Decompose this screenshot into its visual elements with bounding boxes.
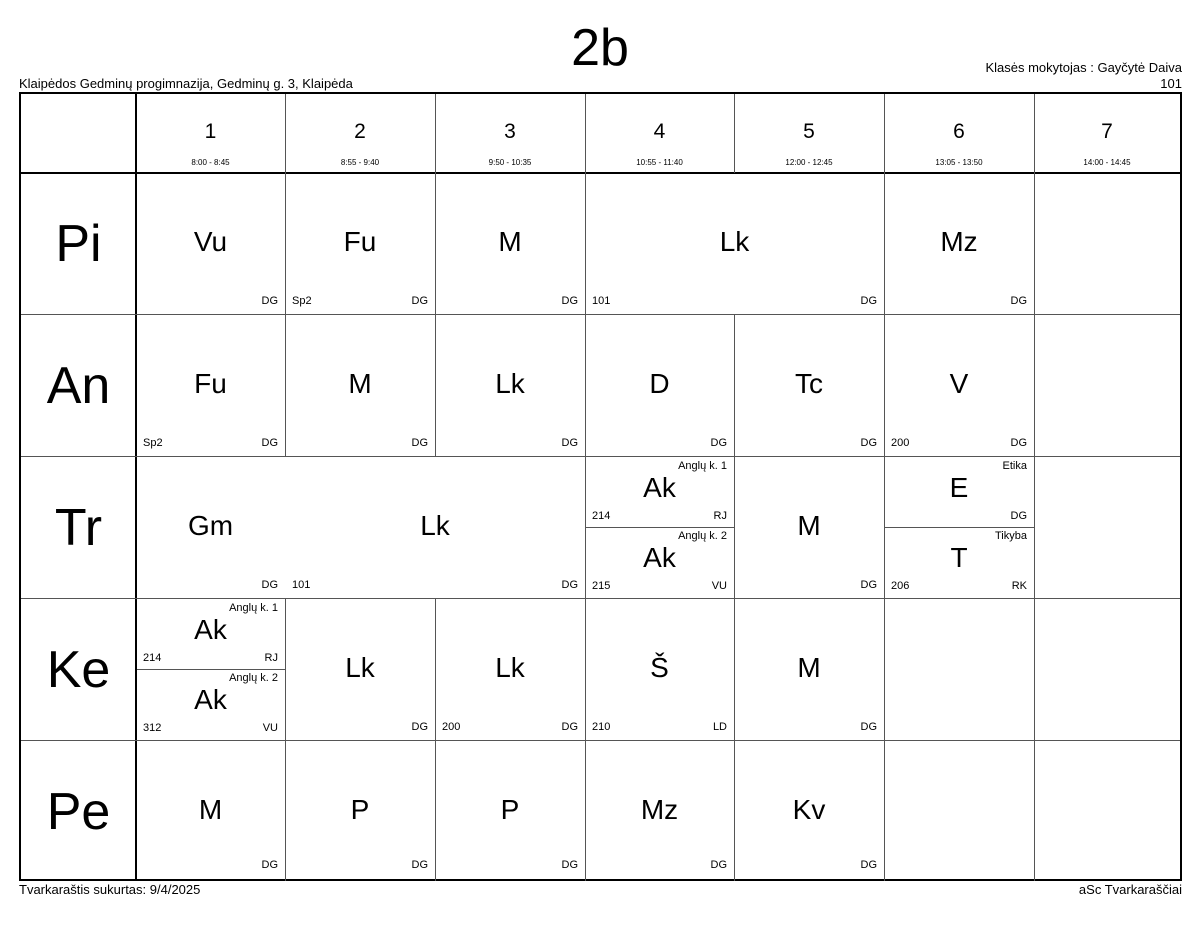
lesson-teacher: DG xyxy=(1010,295,1027,307)
lesson-cell[interactable] xyxy=(136,173,285,315)
period-number: 1 xyxy=(204,120,217,143)
lesson-room: 210 xyxy=(592,721,611,733)
period-time: 12:00 - 12:45 xyxy=(785,158,833,167)
lesson-teacher: DG xyxy=(561,295,578,307)
period-time: 9:50 - 10:35 xyxy=(488,158,532,167)
lesson-teacher: DG xyxy=(1010,437,1027,449)
lesson-room: Sp2 xyxy=(292,295,312,307)
grid-line xyxy=(435,94,436,457)
lesson-teacher: DG xyxy=(710,437,727,449)
lesson-teacher: LD xyxy=(712,721,727,733)
grid-line xyxy=(884,94,885,881)
lesson-subject: Mz xyxy=(940,226,978,257)
lesson-cell[interactable] xyxy=(285,741,435,879)
lesson-subject: E xyxy=(949,472,969,503)
lesson-group: Etika xyxy=(1002,460,1027,472)
day-label: Pe xyxy=(46,783,111,841)
day-label: An xyxy=(46,357,111,415)
timetable-grid xyxy=(19,92,1182,881)
lesson-subject: M xyxy=(348,368,372,399)
lesson-room: 215 xyxy=(592,580,611,592)
group-lesson[interactable] xyxy=(136,599,285,669)
lesson-teacher: DG xyxy=(710,859,727,871)
lesson-subject: Ak xyxy=(194,684,227,715)
group-lesson[interactable] xyxy=(585,457,734,527)
class-room: 101 xyxy=(1160,76,1182,91)
split-lesson-cell[interactable] xyxy=(884,457,1034,599)
grid-line xyxy=(21,740,1180,741)
period-time: 14:00 - 14:45 xyxy=(1083,158,1131,167)
lesson-room: Sp2 xyxy=(143,437,163,449)
lesson-cell[interactable] xyxy=(734,457,884,599)
lesson-subject: P xyxy=(350,794,370,825)
lesson-room: 200 xyxy=(891,437,910,449)
grid-line xyxy=(21,314,1180,315)
lesson-teacher: VU xyxy=(711,580,727,592)
lesson-subject: D xyxy=(649,368,670,399)
brand-label: aSc Tvarkaraščiai xyxy=(1078,882,1182,897)
day-label: Tr xyxy=(54,499,103,557)
lesson-subject: Lk xyxy=(495,652,525,683)
split-lesson-cell[interactable] xyxy=(585,457,734,599)
lesson-cell[interactable] xyxy=(285,457,585,599)
lesson-subject: Lk xyxy=(345,652,375,683)
lesson-group: Anglų k. 2 xyxy=(229,672,278,684)
period-time: 10:55 - 11:40 xyxy=(636,158,683,167)
lesson-room: 206 xyxy=(891,580,910,592)
lesson-cell[interactable] xyxy=(435,599,585,741)
lesson-teacher: DG xyxy=(1010,510,1027,522)
lesson-teacher: DG xyxy=(860,437,877,449)
page-title: 2b xyxy=(571,19,629,77)
lesson-cell[interactable] xyxy=(435,741,585,879)
grid-line xyxy=(285,94,286,457)
lesson-cell[interactable] xyxy=(136,741,285,879)
lesson-subject: T xyxy=(950,542,968,573)
day-label: Pi xyxy=(55,215,102,273)
lesson-teacher: DG xyxy=(261,295,278,307)
lesson-subject: M xyxy=(198,794,223,825)
lesson-subject: Vu xyxy=(193,226,228,257)
period-number: 6 xyxy=(953,120,965,143)
grid-line xyxy=(435,599,436,881)
lesson-teacher: VU xyxy=(262,722,278,734)
lesson-subject: Š xyxy=(650,652,669,683)
period-number: 4 xyxy=(653,120,666,143)
lesson-cell[interactable] xyxy=(734,599,884,741)
lesson-teacher: DG xyxy=(561,437,578,449)
period-time: 8:55 - 9:40 xyxy=(340,158,380,167)
lesson-room: 200 xyxy=(442,721,461,733)
grid-line xyxy=(21,456,1180,457)
lesson-cell[interactable] xyxy=(884,173,1034,315)
grid-line xyxy=(135,94,137,879)
lesson-teacher: DG xyxy=(561,721,578,733)
lesson-cell[interactable] xyxy=(585,173,884,315)
period-number: 7 xyxy=(1101,120,1113,143)
lesson-teacher: DG xyxy=(261,859,278,871)
lesson-subject: Ak xyxy=(643,542,676,573)
group-lesson[interactable] xyxy=(136,669,285,739)
period-number: 3 xyxy=(504,120,516,143)
lesson-cell[interactable] xyxy=(435,173,585,315)
lesson-subject: Ak xyxy=(194,614,227,645)
lesson-group: Anglų k. 2 xyxy=(678,530,727,542)
grid-line xyxy=(734,315,735,881)
lesson-teacher: DG xyxy=(261,437,278,449)
grid-line xyxy=(285,599,286,881)
lesson-cell[interactable] xyxy=(734,315,884,457)
lesson-teacher: DG xyxy=(860,721,877,733)
lesson-cell[interactable] xyxy=(585,741,734,879)
lesson-room: 214 xyxy=(592,510,611,522)
lesson-subject: P xyxy=(500,794,520,825)
lesson-room: 101 xyxy=(292,579,311,591)
lesson-cell[interactable] xyxy=(884,315,1034,457)
lesson-subject: M xyxy=(498,226,522,257)
lesson-teacher: DG xyxy=(561,859,578,871)
lesson-cell[interactable] xyxy=(136,315,285,457)
lesson-teacher: DG xyxy=(561,579,578,591)
lesson-teacher: RJ xyxy=(713,510,727,522)
lesson-cell[interactable] xyxy=(136,457,285,599)
lesson-teacher: RK xyxy=(1011,580,1027,592)
lesson-subject: Tc xyxy=(795,368,823,399)
lesson-cell[interactable] xyxy=(435,315,585,457)
lesson-teacher: DG xyxy=(261,579,278,591)
lesson-subject: Kv xyxy=(792,794,826,825)
lesson-teacher: DG xyxy=(860,579,877,591)
group-lesson[interactable] xyxy=(884,457,1034,527)
lesson-teacher: DG xyxy=(411,721,428,733)
lesson-subject: Ak xyxy=(643,472,676,503)
lesson-subject: M xyxy=(797,652,821,683)
grid-line xyxy=(21,598,1180,599)
grid-line xyxy=(21,172,1180,174)
lesson-subject: Mz xyxy=(640,794,679,825)
created-date: Tvarkaraštis sukurtas: 9/4/2025 xyxy=(19,882,201,897)
lesson-group: Anglų k. 1 xyxy=(678,460,727,472)
lesson-teacher: DG xyxy=(411,437,428,449)
lesson-cell[interactable] xyxy=(285,599,435,741)
grid-line xyxy=(585,94,586,881)
period-number: 5 xyxy=(803,120,815,143)
lesson-subject: V xyxy=(949,368,969,399)
grid-line xyxy=(734,94,735,173)
lesson-teacher: DG xyxy=(860,295,877,307)
split-lesson-cell[interactable] xyxy=(136,599,285,741)
lesson-subject: Lk xyxy=(719,226,750,257)
lesson-subject: Lk xyxy=(420,510,450,541)
lesson-teacher: RJ xyxy=(264,652,278,664)
grid-line xyxy=(1034,94,1035,881)
lesson-subject: Gm xyxy=(187,510,234,541)
lesson-room: 214 xyxy=(143,652,162,664)
lesson-teacher: DG xyxy=(860,859,877,871)
lesson-group: Tikyba xyxy=(995,530,1027,542)
lesson-room: 312 xyxy=(143,722,162,734)
class-teacher: Klasės mokytojas : Gayčytė Daiva xyxy=(985,60,1182,75)
lesson-cell[interactable] xyxy=(585,315,734,457)
lesson-group: Anglų k. 1 xyxy=(229,602,278,614)
lesson-cell[interactable] xyxy=(585,599,734,741)
group-lesson[interactable] xyxy=(585,527,734,597)
lesson-cell[interactable] xyxy=(285,315,435,457)
lesson-teacher: DG xyxy=(411,295,428,307)
lesson-subject: Lk xyxy=(495,368,525,399)
lesson-subject: Fu xyxy=(194,368,227,399)
period-number: 2 xyxy=(354,120,366,143)
school-name: Klaipėdos Gedminų progimnazija, Gedminų g. 3, Klaipėda xyxy=(19,76,353,91)
lesson-room: 101 xyxy=(592,295,611,307)
day-label: Ke xyxy=(46,641,111,699)
lesson-cell[interactable] xyxy=(285,173,435,315)
period-time: 13:05 - 13:50 xyxy=(935,158,983,167)
group-lesson[interactable] xyxy=(884,527,1034,597)
lesson-teacher: DG xyxy=(411,859,428,871)
lesson-subject: Fu xyxy=(343,226,377,257)
lesson-cell[interactable] xyxy=(734,741,884,879)
lesson-subject: M xyxy=(797,510,821,541)
period-time: 8:00 - 8:45 xyxy=(191,158,230,167)
